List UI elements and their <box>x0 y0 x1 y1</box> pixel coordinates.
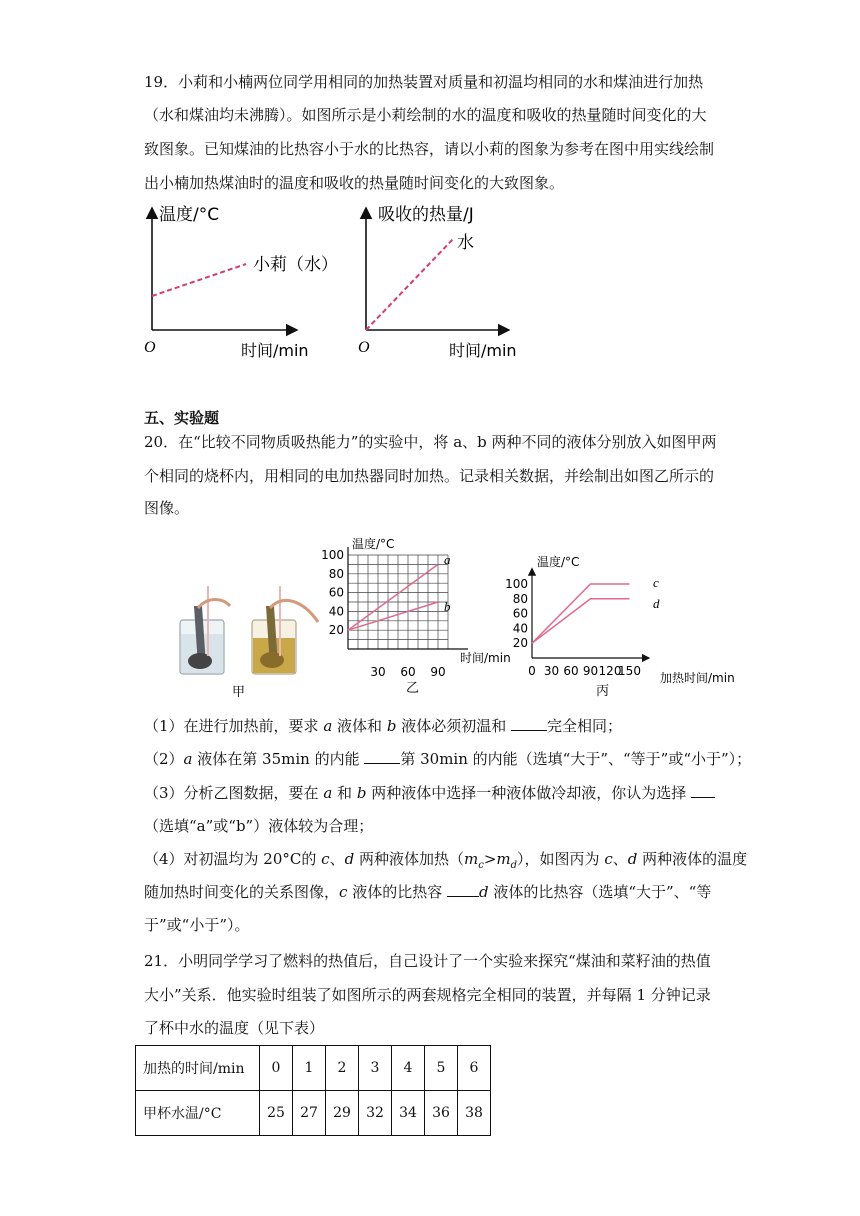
beaker-right <box>252 586 318 674</box>
table-cell: 27 <box>293 1091 326 1136</box>
var-c: c <box>339 883 348 901</box>
table-cell: 29 <box>326 1091 359 1136</box>
series-label-b: b <box>444 599 451 614</box>
beaker-left <box>180 586 230 674</box>
water-temperature-line <box>152 264 246 296</box>
text: 、 <box>612 850 628 868</box>
series-label-a: a <box>444 552 451 567</box>
y-axis-label: 温度/°C <box>537 555 580 569</box>
series-label-d: d <box>653 596 660 611</box>
x-tick-label: 0 <box>528 664 536 678</box>
series-line-c <box>532 584 630 643</box>
grid <box>348 555 448 649</box>
answer-blank[interactable] <box>447 882 479 897</box>
text: 第 30min 的内能（选填“大于”、“等于”或“小于”）； <box>400 750 752 768</box>
x-tick-label: 90 <box>430 665 446 679</box>
table-cell: 2 <box>326 1046 359 1091</box>
chart-bing <box>500 548 744 700</box>
text: 两种液体的温度 <box>637 850 748 868</box>
var-c: c <box>604 850 613 868</box>
text: 和 <box>332 784 357 802</box>
figure-caption-yi: 乙 <box>406 681 420 696</box>
text: 液体的比热容 <box>347 883 447 901</box>
x-tick-label: 30 <box>370 665 386 679</box>
q19-line4: 出小楠加热煤油时的温度和吸收的热量随时间变化的大致图象。 <box>144 174 565 192</box>
var-b: b <box>386 717 397 735</box>
series-line-b <box>348 602 438 630</box>
x-tick-label: 120 <box>598 664 622 678</box>
var-a: a <box>323 784 333 802</box>
y-tick-label: 40 <box>512 621 528 636</box>
table-cell: 36 <box>425 1091 458 1136</box>
table-row <box>136 1091 491 1136</box>
var-c: c <box>321 850 330 868</box>
series-line-a <box>348 564 438 630</box>
var-m: m <box>463 850 479 868</box>
q20-sub3-line2: （选填“a”或“b”）液体较为合理； <box>144 817 374 835</box>
table-cell: 4 <box>392 1046 425 1091</box>
answer-blank[interactable] <box>364 749 400 764</box>
q21-line2: 大小”关系．他实验时组装了如图所示的两套规格完全相同的装置，并每隔 1 分钟记录 <box>144 986 711 1004</box>
table-cell: 0 <box>260 1046 293 1091</box>
row-header: 甲杯水温/°C <box>136 1091 260 1136</box>
text: （3）分析乙图数据，要在 <box>144 784 324 802</box>
table-cell: 5 <box>425 1046 458 1091</box>
subscript-c: c <box>478 860 484 871</box>
q20-sub1 <box>144 716 622 736</box>
y-tick-label: 80 <box>512 591 528 606</box>
y-tick-label: 40 <box>328 604 344 619</box>
row-header: 加热的时间/min <box>136 1046 260 1091</box>
chart-yi <box>318 530 511 708</box>
q19-temperature-graph <box>140 196 338 366</box>
y-tick-label: 60 <box>328 585 344 600</box>
text: 液体和 <box>332 717 387 735</box>
line-label: 小莉（水） <box>253 255 338 275</box>
var-d: d <box>478 883 489 901</box>
subscript-d: d <box>510 860 518 871</box>
series-lines <box>348 564 438 630</box>
y-axis-label: 温度/°C <box>352 537 395 551</box>
table-cell: 32 <box>359 1091 392 1136</box>
var-a: a <box>323 717 333 735</box>
table-cell: 34 <box>392 1091 425 1136</box>
q19-line2: （水和煤油均未沸腾）。如图所示是小莉绘制的水的温度和吸收的热量随时间变化的大 <box>144 106 707 124</box>
table-cell: 25 <box>260 1091 293 1136</box>
x-tick-label: 60 <box>563 664 579 678</box>
q19-heat-graph <box>352 196 542 366</box>
x-tick-label: 60 <box>400 665 416 679</box>
y-tick-label: 60 <box>512 606 528 621</box>
q20-line3: 图像。 <box>144 499 190 517</box>
table-cell: 6 <box>458 1046 491 1091</box>
line-label: 水 <box>457 233 474 253</box>
y-tick-label: 20 <box>328 623 344 638</box>
q20-sub2 <box>144 749 751 769</box>
text: 完全相同； <box>546 717 622 735</box>
text: 、 <box>329 850 345 868</box>
y-tick-label: 20 <box>512 636 528 651</box>
answer-blank[interactable] <box>691 783 715 798</box>
answer-blank[interactable] <box>511 716 547 731</box>
series-label-c: c <box>653 575 659 590</box>
text: 随加热时间变化的关系图像， <box>144 883 340 901</box>
text: （2） <box>144 750 184 768</box>
section-title: 五、实验题 <box>144 409 220 427</box>
q21-data-table <box>135 1045 491 1136</box>
tick-labels <box>321 548 446 679</box>
var-a: a <box>183 750 193 768</box>
x-axis-label: 时间/min <box>449 341 517 360</box>
table-cell: 1 <box>293 1046 326 1091</box>
q21-line1: 21．小明同学学习了燃料的热值后，自己设计了一个实验来探究“煤油和菜籽油的热值 <box>144 952 711 970</box>
tick-labels <box>505 577 641 678</box>
x-axis-label: 加热时间/min <box>660 671 735 685</box>
q20-line1: 20．在“比较不同物质吸热能力”的实验中，将 a、b 两种不同的液体分别放入如图甲两 <box>144 433 717 451</box>
x-axis-label: 时间/min <box>460 651 511 665</box>
y-axis-label: 吸收的热量/J <box>378 205 474 225</box>
text: 液体在第 35min 的内能 <box>192 750 365 768</box>
var-b: b <box>356 784 367 802</box>
y-axis-label: 温度/°C <box>159 205 220 225</box>
y-tick-label: 80 <box>328 566 344 581</box>
var-m: m <box>496 850 511 868</box>
text: > <box>483 850 497 868</box>
text: 两种液体加热（ <box>354 850 464 868</box>
beakers-figure <box>168 586 338 704</box>
text: 液体的比热容（选填“大于”、“等 <box>488 883 712 901</box>
table-cell: 3 <box>359 1046 392 1091</box>
table-row <box>136 1046 491 1091</box>
series-lines <box>532 584 630 643</box>
origin-label: O <box>358 339 370 356</box>
x-axis-label: 时间/min <box>241 341 309 360</box>
origin-label: O <box>144 339 156 356</box>
text: ），如图丙为 <box>517 850 605 868</box>
figure-caption-bing: 丙 <box>596 684 610 699</box>
x-tick-label: 150 <box>618 664 641 678</box>
var-d: d <box>344 850 355 868</box>
q20-line2: 个相同的烧杯内，用相同的电加热器同时加热。记录相关数据，并绘制出如图乙所示的 <box>144 467 715 485</box>
series-line-d <box>532 599 630 643</box>
q19-line3: 致图象。已知煤油的比热容小于水的比热容，请以小莉的图象为参考在图中用实线绘制 <box>144 140 715 158</box>
q20-sub4-line2 <box>144 882 711 902</box>
q20-sub4-line3: 于”或“小于”）。 <box>144 916 250 934</box>
water-heat-line <box>366 238 454 330</box>
axes <box>532 569 649 658</box>
q21-line3: 了杯中水的温度（见下表） <box>144 1019 325 1037</box>
text: （1）在进行加热前，要求 <box>144 717 324 735</box>
var-d: d <box>627 850 638 868</box>
q20-sub3 <box>144 783 715 803</box>
text: （4）对初温均为 20°C的 <box>144 850 322 868</box>
y-tick-label: 100 <box>321 548 344 562</box>
text: 液体必须初温和 <box>396 717 511 735</box>
table-cell: 38 <box>458 1091 491 1136</box>
x-tick-label: 90 <box>582 664 599 678</box>
x-tick-label: 30 <box>543 664 560 678</box>
q20-sub4 <box>144 849 747 876</box>
q19-line1: 19．小莉和小楠两位同学用相同的加热装置对质量和初温均相同的水和煤油进行加热 <box>144 73 704 91</box>
text: 两种液体中选择一种液体做冷却液，你认为选择 <box>366 784 691 802</box>
y-tick-label: 100 <box>505 577 528 591</box>
figure-caption-jia: 甲 <box>232 685 246 700</box>
